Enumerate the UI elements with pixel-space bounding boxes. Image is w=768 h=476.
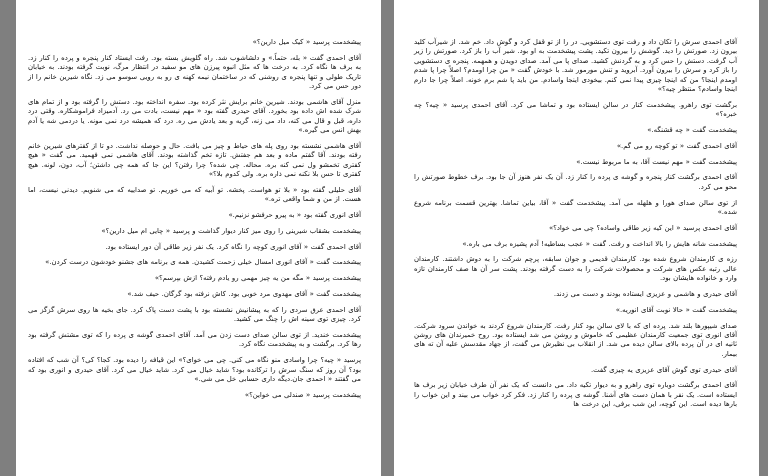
paragraph: پیشخدمت گفت « حالا نوبت آقای انوریه.» [615, 305, 737, 314]
paragraph: آقای احمدی گفت « بله، حتماً.» و دلشاشوب شد. راه گلویش بسته بود. رفت ایستاد کنار پنجره و پرده را کنار زد. به برف ها نگاه کرد. به درخت ها که مثل انبوه پیرزن های مو سفید در انتظار مرگ، نوبت گرفته بودند. به خیابان تاریک طولی و تنها پنجره ی روشنی که در ساختمان نیمه کهنه ی رو به رویی سوسو می زد. نگاه شیرین خانم را از دور حس می کرد. [28, 53, 361, 91]
paragraph: پیشخدمت پرسید « کیک میل دارین؟» [252, 38, 361, 46]
paragraph: آقای انوری گفته بود « به پیرو حرفشو نزنیم.» [228, 211, 361, 220]
paragraph: پیشخدمت پرسید « مگه من یه چیز مهمی رو یادم رفته؟ ازش بپرسم؟» [154, 274, 361, 283]
paragraph: صدای شیپورها بلند شد. پرده ای که با لای سالن بود کنار رفت. کارمندان شروع کردند به خواندن سرود شرکت. آقای انوری توی جمعیت کارمندان عظیمی که خاموش و روشن می شد ایستاده بود. روح خمیرندان های روشن ثانیه ای در آن پرده بالای سالن دیده می شد. از انقلاب بی نظیرش می گفت، از جهاد مقدسش علیه آن ته های بیمار. [414, 321, 737, 358]
paragraph: آقای احمدی پرسید « این کیه زیر طاقی واساده؟ چی می خواد؟» [548, 223, 737, 232]
paragraph: آقای حیدری توی گوش آقای عزیزی یه چیزی گفت. [590, 365, 737, 374]
paragraph: آقای احمدی برگشت کنار پنجره و گوشه ی پرده را کنار زد. آن یک نفر هنوز آن جا بود. برف خطوط صورتش را محو می کرد. [414, 173, 737, 191]
paragraph: آقای احمدی برگشت دوباره توی راهرو و به دیوار تکیه داد. می دانست که یک نفر آن طرف خیابان زیر برف ها ایستاده است. یک نفر با همان دست های آشنا. گوشه ی پرده را کنار زد. فکر کرد خواب می بیند و این خواب را بارها دیده است. این کوچه، این شب برفی، این درخت ها [414, 381, 737, 409]
paragraph: آقای احمدی گفت « آقای انوری کوچه را نگاه کرد. یک نفر زیر طاقی آن دور ایستاده بود. [105, 242, 361, 251]
paragraph: از توی سالن صدای هورا و هلهله می آمد. پیشخدمت گفت « آقا، بیاین تماشا. بهترین قسمت برنامه شروع شده.» [414, 198, 737, 217]
left-page [16, 0, 381, 476]
paragraph: پیشخدمت بشقاب شیرینی را روی میز کنار دیوار گذاشت و پرسید « چایی ام میل دارین؟» [101, 226, 361, 235]
paragraph: آقای هاشمی نشسته بود روی پله های حیاط و چیز می بافت. حال و حوصله نداشت. دو تا از کفترهای شیرین خانم رفته بودند. آقا گفتم ماده و بعد هم جفتش. تازه تخم گذاشته بودند. آقای هاشمی نمی فهمید. می گفت « هیچ کفتری تخمشو ول نمی کنه بره. محاله. چی شده؟ چرا رفتن؟ این جا که همه چی داشتن؛ آب، دون، لونه. هیچ کفتری تا حس بلا نکنه نمی ذاره بره. ولی کدوم بلا؟» [28, 141, 361, 179]
paragraph: آقای احمدی گفت « تو کوچه رو می گم.» [616, 141, 737, 150]
right-page [394, 0, 759, 476]
paragraph: آقای حیدری و هاشمی و عزیزی ایستاده بودند و دست می زدند. [553, 290, 737, 299]
paragraph: پیشخدمت گفت « آقای مهدوی مرد خوبی بود. کاش نرفته بود گرگان. حیف شد.» [127, 290, 361, 299]
paragraph: برگشت توی راهرو. پیشخدمت کنار در سالن ایستاده بود و تماشا می کرد. آقای احمدی پرسید « چیه؟ چه خبره؟» [414, 100, 737, 119]
paragraph: پرسید « چیه؟ چرا واسادی منو نگاه می کنی. چی می خوای؟» این قیافه را دیده بود. کجا؟ کی؟ آن شب که افتاده بود؟ آن روز که سنگ سرش را ترکانده بود؟ شاید خیال می کرد. شاید خیال می کرد. آقای حیدری و انوری بود که می گفتند « احمدی جان.دیگه داری حسابی خل می شی.» [28, 356, 361, 384]
paragraph: پیشخدمت گفت « آقای انوری امسال خیلی زحمت کشیدن. همه ی برنامه های جشنو خودشون درست کردن.» [45, 258, 361, 267]
paragraph: آقای احمدی عرق سردی را که به پیشانیش نشسته بود با پشت دست پاک کرد. جای بخیه ها روی سرش گزگز می کرد. چیزی توی سینه اش را چنگ می کشید. [28, 305, 361, 324]
paragraph: پیشخدمت گفت « مهم نیست آقا، به ما مربوط نیست.» [576, 157, 737, 166]
paragraph: پیشخدمت گفت « چه قشنگه.» [647, 126, 737, 135]
paragraph: رزه ی کارمندان شروع شده بود. کارمندان قدیمی و جوان سابقه، پرچم شرکت را به دوش داشتند. کارمندان عالی رتبه عکس های شرکت و محصولات شرکت را به دست گرفته بودند. پشت سر آن ها صف کارمندان تازه وارد و خانواده هایشان بود. [414, 255, 737, 283]
paragraph: آقای حلیلی گفته بود « بلا تو هواست. پخشه. تو آبیه که می خوریم. تو صداییه که می شنویم. دیدنی نیست، اما هست. از من و شما واقعی تره.» [28, 185, 361, 204]
paragraph: پیشخدمت خندید. از توی سالن صدای دست زدن می آمد. آقای احمدی گوشه ی پرده را که توی مشتش گرفته بود رها کرد. برگشت و به پیشخدمت نگاه کرد. [28, 331, 361, 349]
paragraph: منزل آقای هاشمی بودند. شیرین خانم برایش نثر کرده بود. سفره انداخته بود. دستش را گرفته بود و از تمام های شرک شده اش داده بود بخورد. آقای حیدری گفته بود « مهم نیست، بادت می رد. آدمیزاد فراموشکاره. وقتی درد داره، قبل و قال می کنه، داد می زنه، گریه و بعد یادش می ره. درد که همیشه درد نمی مونه. یا دردمی شه یا آدم بهش انس می گیره.» [28, 97, 361, 135]
paragraph: پیشخدمت پرسید « صندلی می خواین؟» [244, 390, 361, 399]
paragraph: آقای احمدی سرش را تکان داد و رفت توی دستشویی. در را از تو قفل کرد و گوش داد. خم شد. از شیرآب کلید بیرون زد. صورتش را دید. گوشش را بیرون تکید. پشت پیشخدمت به او بود. شیر آب را باز کرد. صورتش را زیر آب گرفت. دستش را حس کرد و به گردنش کشید. صدای پا می آمد. صدای دویدن و همهمه. پنجره ی دستشویی را باز کرد و سرش را بیرون آورد. آبروید و تنش مورمور شد. با خودش گفت « من چرا اومدم؟ اصلاً چرا پا شدم اومدم اینجا؟ من که اینجا چیزی پیدا نمی کنم. بیخودی اینجا واسادم. من باید پا شم برم خونه. اصلاً چرا جا دارم اینجا واسادم؟ منتظر چیه؟» [414, 38, 737, 94]
paragraph: پیشخدمت شانه هایش را بالا انداخت و رفت. گفت « عجب بساطیه! آدم پشیزه برف می باره.» [462, 239, 737, 248]
